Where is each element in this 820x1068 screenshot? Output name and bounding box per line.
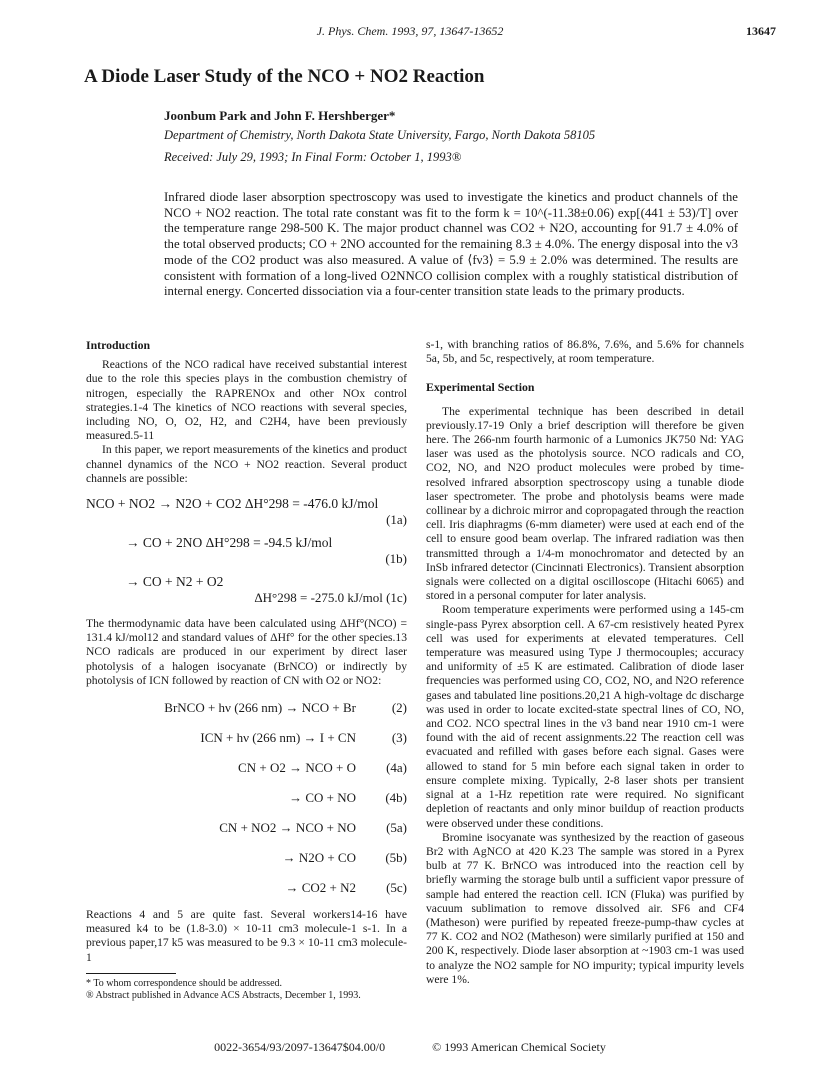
equation-1c: ΔH°298 = -275.0 kJ/mol (1c) — [254, 590, 407, 606]
copyright-notice: © 1993 American Chemical Society — [432, 1040, 606, 1054]
reaction-3 — [86, 728, 407, 748]
article-title: A Diode Laser Study of the NCO + NO2 Reaction — [84, 66, 485, 87]
reaction-expression: CN + O2 → NCO + O — [238, 760, 356, 776]
reaction-expression: → CO + NO — [289, 790, 356, 806]
equation-expression: → CO + 2NO ΔH°298 = -94.5 kJ/mol — [126, 535, 333, 551]
reaction-4b — [86, 788, 407, 808]
author-affiliation: Department of Chemistry, North Dakota State University, Fargo, North Dakota 58105 — [164, 128, 596, 142]
reaction-number: (4a) — [386, 760, 407, 776]
body-paragraph: Room temperature experiments were performed using a 145-cm single-pass Pyrex absorption cell. A 67-cm resistively heated Pyrex cell was used for experiments at elevated temperatures. Cell temperature was measured using Type J thermocouples; accuracy and uniformity of ±5 K are estimated. Calibration of diode laser frequencies was performed using CO, CO2, NO, and N2O reference gases and tabulated line positions.20,21 A high-voltage dc discharge was used in order to locate excited-state spectral lines of CO, NO, and CO2. NCO spectral lines in the ν3 band near 1910 cm-1 were found with the aid of recent assignments.22 The reaction cell was evacuated and refilled with gases before each signal. Gases were allowed to stand for 5 min before each signal taken in order to ensure complete mixing. Typically, 2-8 laser shots per transient signal at a 1-Hz repetition rate were required. No significant depletion of reactants and only minor buildup of reaction products were observed under these conditions. — [426, 603, 744, 830]
article-code: 0022-3654/93/2097-13647$04.00/0 — [214, 1040, 386, 1054]
reaction-number: (5a) — [386, 820, 407, 836]
left-column — [86, 338, 407, 1003]
equation-1a — [86, 495, 407, 512]
abstract: Infrared diode laser absorption spectroscopy was used to investigate the kinetics and product channels of the NCO + NO2 reaction. The total rate constant was fit to the form k = 10^(-11.38±0.06) exp[(441 ± 53)/T] over the temperature range 298-500 K. The major product channel was CO2 + N2O, accounting for 91.7 ± 4.0% of the total observed products; CO + 2NO accounted for the remaining 8.3 ± 4.0%. The energy disposal into the ν3 mode of the CO2 product was also measured. A value of ⟨fν3⟩ = 5.9 ± 2.0% was determined. The results are consistent with formation of a long-lived O2NNCO collision complex with a roughly statistical distribution of internal energy. Concerted dissociation via a four-center transition state leads to the primary products. — [164, 190, 738, 299]
reaction-list — [86, 698, 407, 898]
footnote: ® Abstract published in Advance ACS Abstracts, December 1, 1993. — [86, 990, 361, 1002]
right-column — [426, 338, 744, 987]
running-header: J. Phys. Chem. 1993, 97, 13647-13652 — [316, 24, 504, 38]
equation-block-1 — [86, 495, 407, 606]
equation-expression: NCO + NO2 → N2O + CO2 ΔH°298 = -476.0 kJ/mol — [86, 496, 379, 512]
intro-paragraph: The thermodynamic data have been calculated using ΔHf°(NCO) = 131.4 kJ/mol12 and standard values of ΔHf° for the other species.13 NCO radicals are produced in our experiment by direct laser photolysis of a halogen isocyanate (BrNCO) or indirectly by photolysis of ICN followed by reaction of CN with O2 or NO2: — [86, 617, 407, 687]
reaction-expression: → N2O + CO — [282, 850, 356, 866]
reaction-expression: BrNCO + hν (266 nm) → NCO + Br — [164, 700, 356, 716]
reaction-expression: → CO2 + N2 — [285, 880, 356, 896]
reaction-number: (5c) — [386, 880, 407, 896]
reaction-2 — [86, 698, 407, 718]
reaction-4a — [86, 758, 407, 778]
section-heading-experimental: Experimental Section — [426, 380, 535, 395]
reaction-expression: ICN + hν (266 nm) → I + CN — [200, 730, 356, 746]
footnote: * To whom correspondence should be addressed. — [86, 977, 283, 989]
reaction-number: (5b) — [385, 850, 407, 866]
article-authors: Joonbum Park and John F. Hershberger* — [164, 108, 396, 123]
intro-paragraph: In this paper, we report measurements of the kinetics and product channel dynamics of the NCO + NO2 reaction. Several product channels are possible: — [86, 443, 407, 485]
body-paragraph: The experimental technique has been described in detail previously.17-19 Only a brief description will therefore be given here. The 266-nm fourth harmonic of a Lumonics JK750 Nd: YAG laser was used as the photolysis source. NCO radicals and CO, CO2, NO, and N2O product molecules were probed by time-resolved infrared absorption spectroscopy using a tunable diode laser spectrometer. The probe and photolysis beams were made collinear by a dichroic mirror and copropagated through the reaction cell. Iris diaphragms (6-mm diameter) were used at each end of the cell to ensure good beam overlap. The infrared radiation was then transmitted through a 1/4-m monochromator and detected by an InSb infrared detector (Cincinnati Electronics). Transient absorption signals were collected on a digital oscilloscope (Hitachi 6065) and stored in a personal computer for later analysis. — [426, 404, 744, 603]
reaction-number: (2) — [391, 700, 407, 716]
body-paragraph: s-1, with branching ratios of 86.8%, 7.6%, and 5.6% for channels 5a, 5b, and 5c, respectively, at room temperature. — [426, 338, 744, 366]
intro-paragraph: Reactions of the NCO radical have received substantial interest due to the role this species plays in the combustion chemistry of nitrogen, especially the RAPRENOx and other NOx control strategies.1-4 The kinetics of NCO reactions with several species, including NO, O, O2, H2, and C2H4, have been previously measured.5-11 — [86, 358, 407, 443]
reaction-number: (3) — [391, 730, 407, 746]
equation-1c-products: → CO + N2 + O2 — [126, 574, 224, 590]
received-dates: Received: July 29, 1993; In Final Form: October 1, 1993® — [164, 150, 462, 164]
equation-1b — [86, 534, 407, 551]
reaction-expression: CN + NO2 → NCO + NO — [219, 820, 356, 836]
intro-paragraph: Reactions 4 and 5 are quite fast. Several workers14-16 have measured k4 to be (1.8-3.0) × 10-11 cm3 molecule-1 s-1. In a previous paper,17 k5 was measured to be 9.3 × 10-11 cm3 molecule-1 — [86, 908, 407, 964]
body-paragraph: Bromine isocyanate was synthesized by the reaction of gaseous Br2 with AgNCO at 420 K.23 The sample was stored in a Pyrex bulb at 77 K. BrNCO was introduced into the reaction cell by briefly warming the storage bulb until a sufficient vapor pressure of sample had entered the reaction cell. ICN (Fluka) was purified by vacuum sublimation to remove dissolved air. SF6 and CF4 (Matheson) were purified by repeated freeze-pump-thaw cycles at 77 K. CO2 and NO2 (Matheson) were similarly purified at 150 and 200 K, respectively. Diode laser absorption at ~1903 cm-1 was used to analyze the NO2 sample for NO impurity; typical impurity levels were 1%. — [426, 830, 744, 986]
equation-number: (1a) — [386, 512, 407, 528]
reaction-5a — [86, 818, 407, 838]
reaction-number: (4b) — [385, 790, 407, 806]
section-heading-introduction: Introduction — [86, 338, 151, 352]
page-footer — [0, 1040, 820, 1055]
reaction-5c — [86, 878, 407, 898]
equation-number: (1b) — [385, 551, 407, 567]
page-number: 13647 — [746, 24, 776, 38]
reaction-5b — [86, 848, 407, 868]
footnote-divider — [86, 973, 176, 974]
